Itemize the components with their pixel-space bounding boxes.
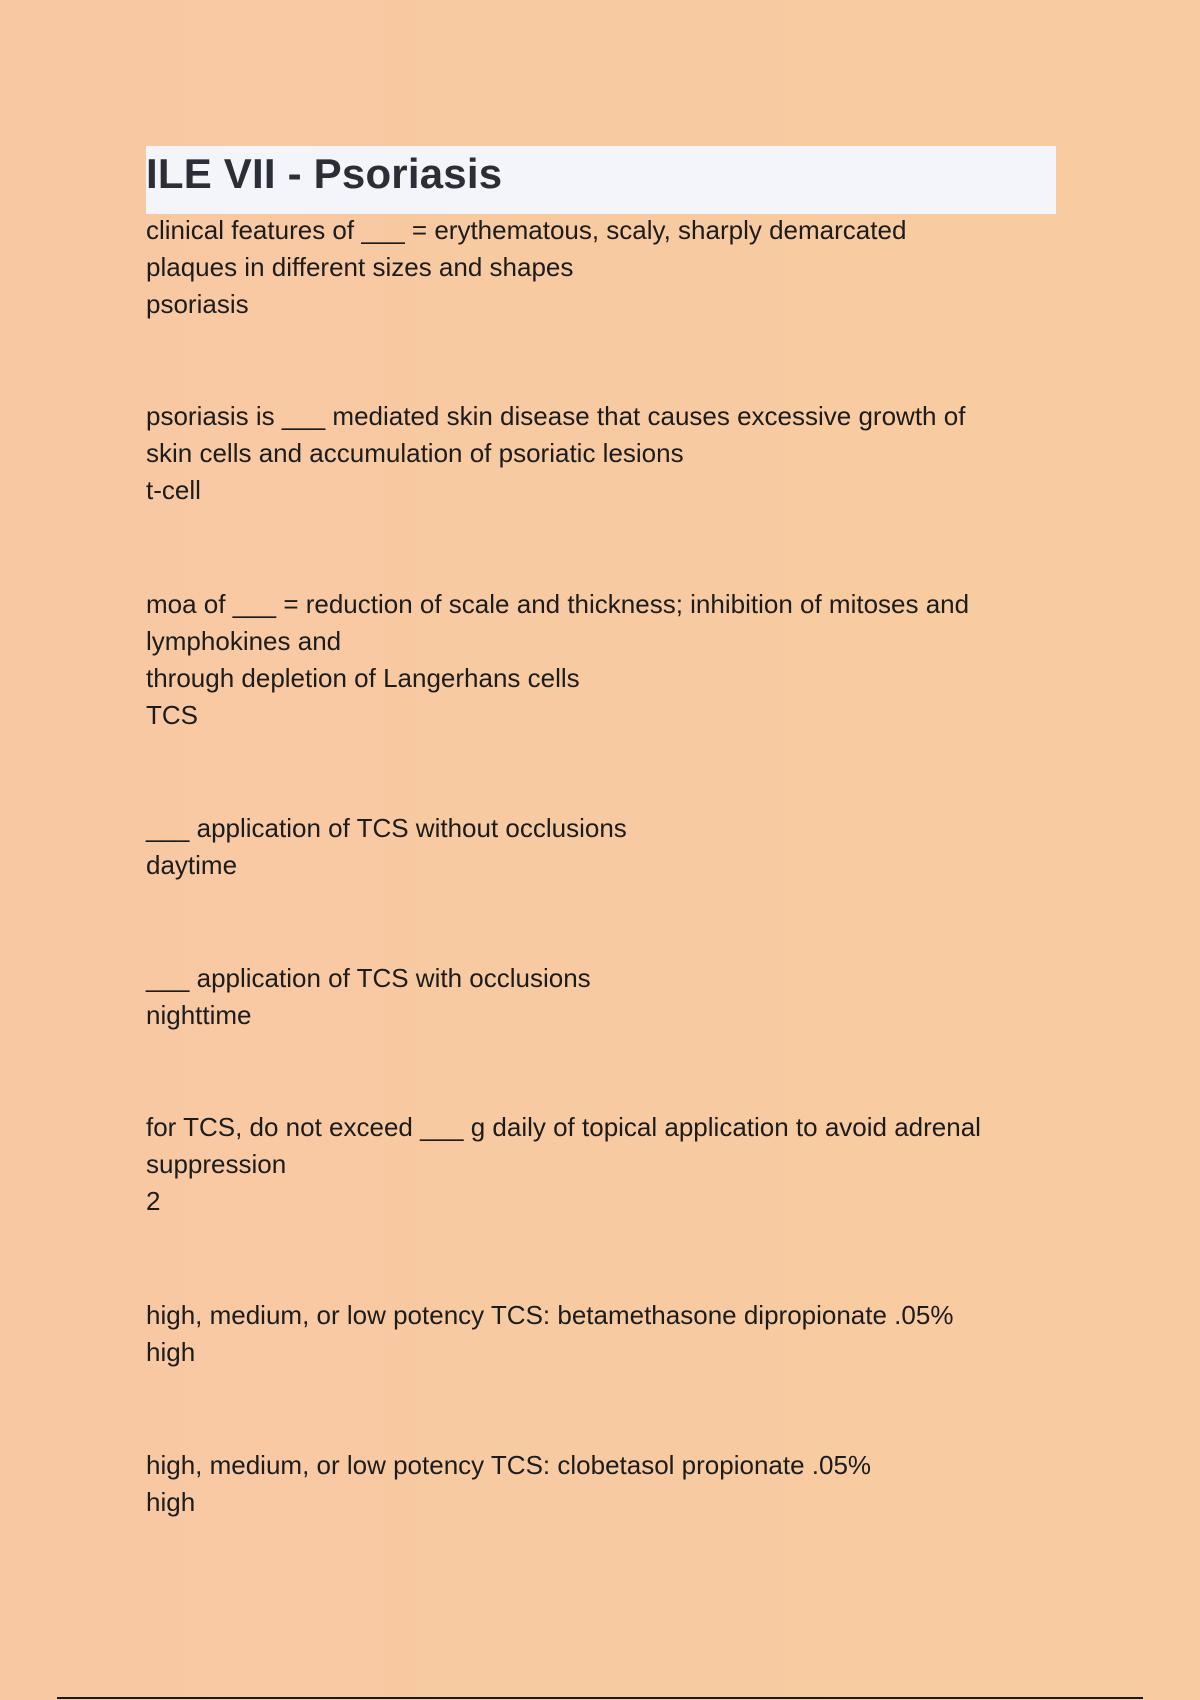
flashcard-answer: TCS: [146, 700, 198, 730]
flashcard-answer: high: [146, 1487, 196, 1517]
flashcard-question: for TCS, do not exceed ___ g daily of topical application to avoid adrenal suppression: [146, 1112, 981, 1179]
flashcard-answer: 2: [146, 1186, 161, 1216]
flashcard-question: high, medium, or low potency TCS: clobetasol propionate .05%: [146, 1450, 872, 1480]
flashcard: [146, 1109, 981, 1220]
flashcard: [146, 1297, 953, 1371]
flashcard-question: psoriasis is ___ mediated skin disease that causes excessive growth of skin cells and accumulation of psoriatic lesions: [146, 401, 966, 468]
footer-divider: [57, 1697, 1143, 1699]
flashcard-answer: nighttime: [146, 1000, 252, 1030]
page-title: ILE VII - Psoriasis: [146, 150, 503, 197]
flashcard: [146, 586, 969, 734]
flashcard-question: moa of ___ = reduction of scale and thickness; inhibition of mitoses and lymphokines and through depletion of Langerhans cells: [146, 589, 970, 693]
flashcard: [146, 212, 906, 323]
flashcard-answer: high: [146, 1337, 196, 1367]
flashcard-question: clinical features of ___ = erythematous, scaly, sharply demarcated plaques in different sizes and shapes: [146, 215, 907, 282]
title-banner: [146, 146, 1056, 214]
flashcard-question: ___ application of TCS without occlusions: [146, 813, 627, 843]
flashcard: [146, 1447, 871, 1521]
flashcard: [146, 810, 627, 884]
flashcard: [146, 398, 965, 509]
flashcard-question: high, medium, or low potency TCS: betamethasone dipropionate .05%: [146, 1300, 954, 1330]
flashcard-answer: psoriasis: [146, 289, 249, 319]
flashcard-question: ___ application of TCS with occlusions: [146, 963, 591, 993]
flashcard-answer: daytime: [146, 850, 238, 880]
flashcard: [146, 960, 591, 1034]
flashcard-answer: t-cell: [146, 475, 201, 505]
